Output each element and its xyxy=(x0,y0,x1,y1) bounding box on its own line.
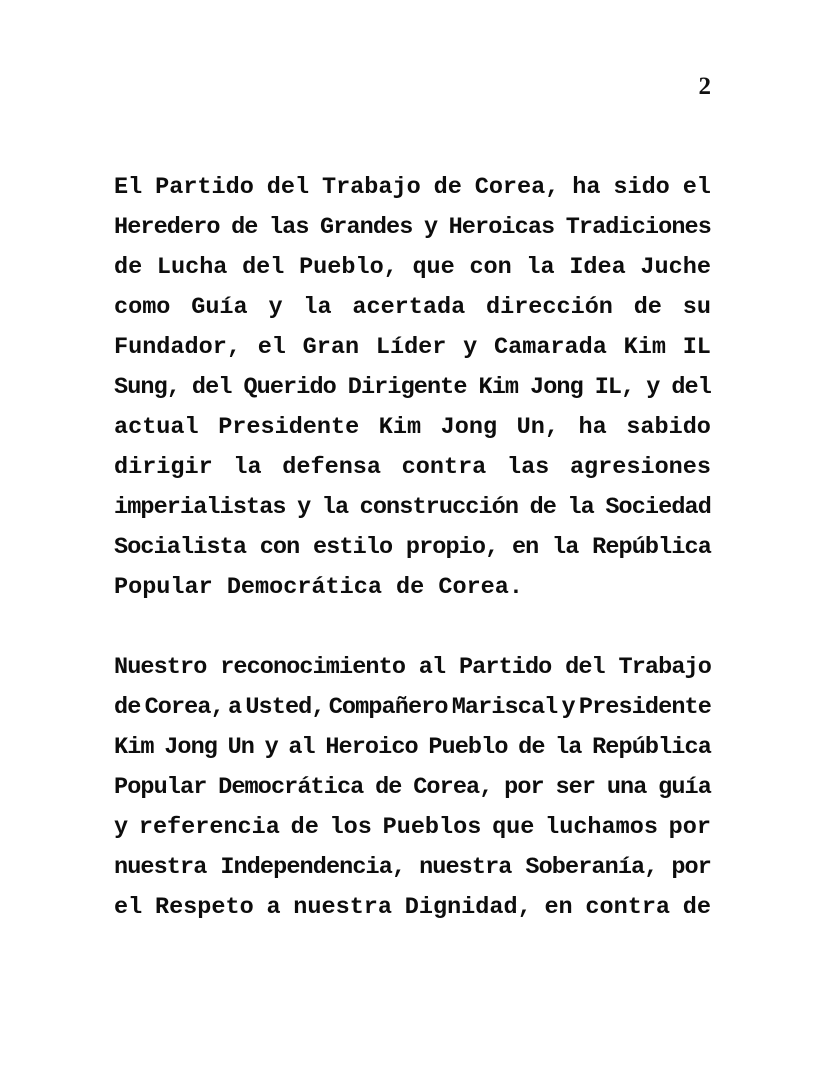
word: Mariscal xyxy=(451,694,558,721)
word: República xyxy=(592,734,711,761)
word: las xyxy=(506,454,550,481)
word: dirigir xyxy=(114,454,213,481)
word: de xyxy=(682,894,711,921)
word: de xyxy=(633,294,662,321)
word: y xyxy=(114,814,129,841)
word: Camarada xyxy=(494,334,607,361)
word: del xyxy=(191,374,232,401)
word: dirección xyxy=(485,294,613,321)
word: Soberanía, xyxy=(525,854,658,881)
word: nuestra xyxy=(419,854,512,881)
word: Socialista xyxy=(114,534,247,561)
word: nuestra xyxy=(114,854,207,881)
text-line xyxy=(114,688,711,728)
word: una xyxy=(606,774,647,801)
word: Partido xyxy=(155,174,254,201)
word: las xyxy=(268,214,309,241)
text-line xyxy=(114,488,711,528)
paragraph xyxy=(114,648,711,928)
word: y xyxy=(268,294,283,321)
word: la xyxy=(321,494,349,521)
word: Líder xyxy=(375,334,447,361)
text-line xyxy=(114,408,711,448)
word: Kim xyxy=(478,374,519,401)
word: en xyxy=(511,534,539,561)
word: la xyxy=(233,454,262,481)
word: los xyxy=(329,814,372,841)
word: Un xyxy=(227,734,254,761)
word: Dirigente xyxy=(347,374,467,401)
word: Trabajo xyxy=(618,654,711,681)
word: guía xyxy=(658,774,711,801)
word: Lucha xyxy=(156,254,228,281)
word: de xyxy=(114,694,141,721)
word: en xyxy=(544,894,573,921)
word: propio, xyxy=(405,534,499,561)
word: Dignidad, xyxy=(404,894,532,921)
word: al xyxy=(418,654,446,681)
word: sido xyxy=(613,174,670,201)
word: del xyxy=(242,254,285,281)
word: Heredero xyxy=(114,214,220,241)
word: ha xyxy=(578,414,607,441)
text-line xyxy=(114,848,711,888)
word: Kim xyxy=(623,334,666,361)
word: Corea, xyxy=(144,694,224,721)
word: la xyxy=(526,254,555,281)
word: Tradiciones xyxy=(565,214,711,241)
word: Pueblo, xyxy=(299,254,398,281)
word: Grandes xyxy=(320,214,413,241)
word: de xyxy=(433,174,462,201)
text-line xyxy=(114,728,711,768)
word: la xyxy=(552,534,579,561)
word: estilo xyxy=(312,534,393,561)
word: su xyxy=(682,294,711,321)
word: Idea xyxy=(569,254,626,281)
word: Kim xyxy=(378,414,422,441)
word: contra xyxy=(585,894,671,921)
word: Democrática xyxy=(226,574,382,601)
text-line xyxy=(114,648,711,688)
word: a xyxy=(266,894,281,921)
word: IL xyxy=(682,334,711,361)
text-line xyxy=(114,808,711,848)
word: la xyxy=(567,494,594,521)
word: Corea, xyxy=(413,774,493,801)
text-line xyxy=(114,368,711,408)
word: del xyxy=(266,174,310,201)
word: que xyxy=(412,254,455,281)
word: El xyxy=(114,174,143,201)
word: de xyxy=(518,734,545,761)
word: a xyxy=(227,694,242,721)
word: Jong xyxy=(164,734,217,761)
text-line xyxy=(114,448,711,488)
word: Jong xyxy=(530,374,583,401)
word: Trabajo xyxy=(321,174,421,201)
word: Querido xyxy=(243,374,336,401)
word: de xyxy=(396,574,425,601)
word: Corea, xyxy=(474,174,560,201)
word: ser xyxy=(555,774,596,801)
word: Kim xyxy=(114,734,154,761)
word: Nuestro xyxy=(114,654,207,681)
word: Respeto xyxy=(154,894,254,921)
word: y xyxy=(463,334,478,361)
word: la xyxy=(555,734,582,761)
word: Jong xyxy=(440,414,498,441)
word: como xyxy=(114,294,171,321)
text-line xyxy=(114,288,711,328)
word: por xyxy=(504,774,544,801)
word: que xyxy=(492,814,535,841)
word: reconocimiento xyxy=(220,654,406,681)
word: al xyxy=(288,734,315,761)
word: Presidente xyxy=(218,414,360,441)
text-line xyxy=(114,248,711,288)
word: de xyxy=(231,214,258,241)
page-number: 2 xyxy=(698,73,711,100)
word: por xyxy=(671,854,711,881)
word: contra xyxy=(401,454,487,481)
word: y xyxy=(646,374,660,401)
word: el xyxy=(257,334,286,361)
word: Un, xyxy=(516,414,559,441)
word: la xyxy=(303,294,332,321)
word: Guía xyxy=(191,294,248,321)
text-line xyxy=(114,328,711,368)
text-line xyxy=(114,208,711,248)
word: del xyxy=(671,374,711,401)
word: el xyxy=(114,894,143,921)
word: de xyxy=(529,494,556,521)
word: Pueblo xyxy=(428,734,508,761)
word: República xyxy=(592,534,711,561)
word: Usted, xyxy=(245,694,325,721)
word: Popular xyxy=(114,574,213,601)
word: imperialistas xyxy=(114,494,286,521)
word: defensa xyxy=(282,454,381,481)
document-body xyxy=(114,168,711,928)
word: Corea. xyxy=(438,574,523,601)
word: con xyxy=(259,534,300,561)
word: Sociedad xyxy=(605,494,711,521)
word: nuestra xyxy=(293,894,393,921)
word: de xyxy=(375,774,402,801)
word: Heroicas xyxy=(448,214,555,241)
text-line xyxy=(114,888,711,928)
word: por xyxy=(668,814,711,841)
paragraph xyxy=(114,168,711,608)
text-line xyxy=(114,768,711,808)
word: IL, xyxy=(594,374,635,401)
word: de xyxy=(114,254,143,281)
word: Pueblos xyxy=(382,814,482,841)
word: el xyxy=(682,174,711,201)
word: Popular xyxy=(114,774,207,801)
word: del xyxy=(565,654,605,681)
text-line xyxy=(114,568,711,608)
word: acertada xyxy=(352,294,466,321)
word: construcción xyxy=(359,494,519,521)
word: actual xyxy=(114,414,199,441)
text-line xyxy=(114,168,711,208)
word: y xyxy=(297,494,311,521)
word: Compañero xyxy=(328,694,448,721)
word: de xyxy=(290,814,319,841)
text-line xyxy=(114,528,711,568)
word: con xyxy=(469,254,512,281)
word: Gran xyxy=(302,334,360,361)
word: y xyxy=(264,734,278,761)
word: Juche xyxy=(640,254,711,281)
word: Fundador, xyxy=(114,334,241,361)
word: y xyxy=(423,214,438,241)
word: sabido xyxy=(626,414,711,441)
word: Independencia, xyxy=(220,854,406,881)
word: ha xyxy=(572,174,601,201)
word: Sung, xyxy=(114,374,181,401)
word: Partido xyxy=(458,654,552,681)
word: referencia xyxy=(138,814,280,841)
word: agresiones xyxy=(569,454,711,481)
word: luchamos xyxy=(545,814,658,841)
word: Heroico xyxy=(325,734,418,761)
word: Democrática xyxy=(218,774,364,801)
word: Presidente xyxy=(578,694,711,721)
word: y xyxy=(561,694,575,721)
